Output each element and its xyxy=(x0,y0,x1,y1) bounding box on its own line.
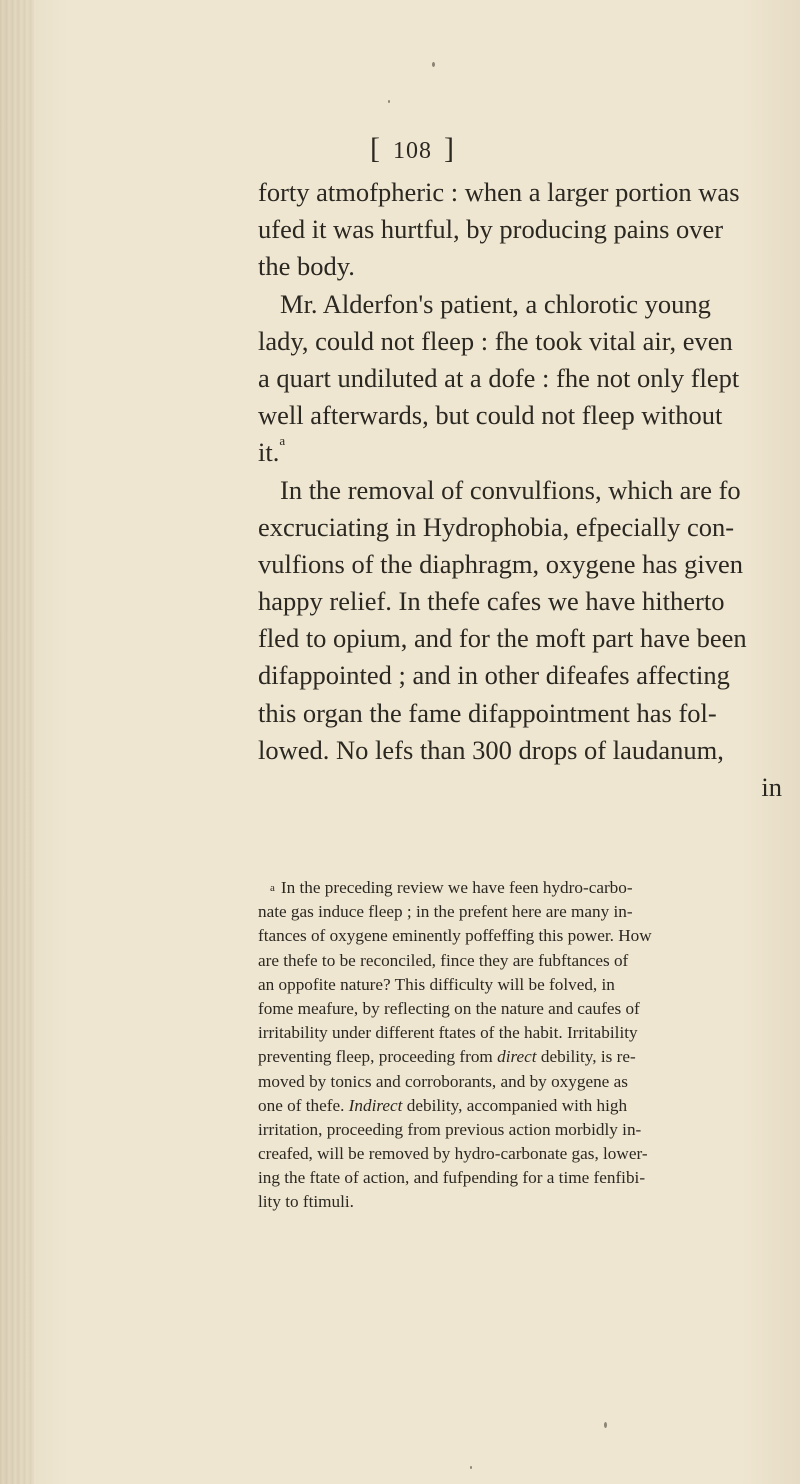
body-line: forty atmofpheric : when a larger portion was xyxy=(258,177,740,207)
speck xyxy=(604,1422,607,1428)
footnote-marker: a xyxy=(270,882,275,894)
speck xyxy=(470,1466,472,1469)
body-line: the body. xyxy=(258,251,355,282)
header-open-bracket: [ xyxy=(370,132,381,165)
footnote-line xyxy=(258,1094,788,1118)
footnote-text: one of thefe. xyxy=(258,1095,345,1115)
body-line: In the removal of convulfions, which are fo xyxy=(280,474,741,505)
body-line: lowed. No lefs than 300 drops of laudanum, xyxy=(258,734,724,765)
speck xyxy=(432,62,435,67)
body-line: ufed it was hurtful, by producing pains over xyxy=(258,214,724,245)
footnote-line xyxy=(258,876,788,900)
footnote-reference: a xyxy=(279,433,286,449)
footnote-line: irritation, proceeding from previous action morbidly in- xyxy=(258,1119,642,1139)
body-line: difappointed ; and in other difeafes affecting xyxy=(258,660,730,691)
body-line: excruciating in Hydrophobia, efpecially con- xyxy=(258,511,735,542)
footnote-italic: direct xyxy=(497,1047,537,1067)
body-line: well afterwards, but could not fleep without xyxy=(258,400,723,431)
header-close-bracket: ] xyxy=(444,132,455,165)
speck xyxy=(388,100,390,103)
footnote-line: nate gas induce fleep ; in the prefent here are many in- xyxy=(258,902,633,922)
body-line-text: it. xyxy=(258,437,280,468)
body-line: a quart undiluted at a dofe : fhe not only flept xyxy=(258,362,740,393)
body-line: this organ the fame difappointment has fol- xyxy=(258,697,717,728)
catchword: in xyxy=(761,772,782,802)
footnote xyxy=(258,876,788,1215)
footnote-line: creafed, will be removed by hydro-carbonate gas, lower- xyxy=(258,1144,648,1164)
footnote-line: fome meafure, by reflecting on the nature and caufes of xyxy=(258,998,640,1018)
body-line-with-footnote-ref xyxy=(258,434,788,471)
body-line: happy relief. In thefe cafes we have hitherto xyxy=(258,586,725,617)
page-number: 108 xyxy=(393,138,432,164)
footnote-line xyxy=(258,1045,788,1069)
footnote-line: are thefe to be reconciled, fince they are fubftances of xyxy=(258,950,629,970)
footnote-line: lity to ftimuli. xyxy=(258,1192,354,1212)
footnote-text: debility, accompanied with high xyxy=(406,1095,628,1115)
footnote-text: preventing fleep, proceeding from xyxy=(258,1047,493,1067)
body-text xyxy=(258,174,788,806)
footnote-line: moved by tonics and corroborants, and by oxygene as xyxy=(258,1071,628,1091)
footnote-line: ing the ftate of action, and fufpending for a time fenfibi- xyxy=(258,1168,646,1188)
body-line: fled to opium, and for the moft part have been xyxy=(258,623,747,654)
footnote-italic: Indirect xyxy=(348,1095,403,1115)
footnote-line: ftances of oxygene eminently poffeffing this power. How xyxy=(258,926,652,946)
body-line: vulfions of the diaphragm, oxygene has given xyxy=(258,548,743,579)
footnote-text: debility, is re- xyxy=(540,1047,636,1067)
footnote-line: irritability under different ftates of the habit. Irritability xyxy=(258,1023,638,1043)
footnote-line: an oppofite nature? This difficulty will be folved, in xyxy=(258,974,615,994)
book-gutter xyxy=(0,0,34,1484)
page-header xyxy=(370,132,530,166)
body-line: Mr. Alderfon's patient, a chlorotic young xyxy=(280,288,711,319)
body-line: lady, could not fleep : fhe took vital air, even xyxy=(258,325,733,356)
footnote-text: In the preceding review we have feen hydro-carbo- xyxy=(280,878,633,897)
